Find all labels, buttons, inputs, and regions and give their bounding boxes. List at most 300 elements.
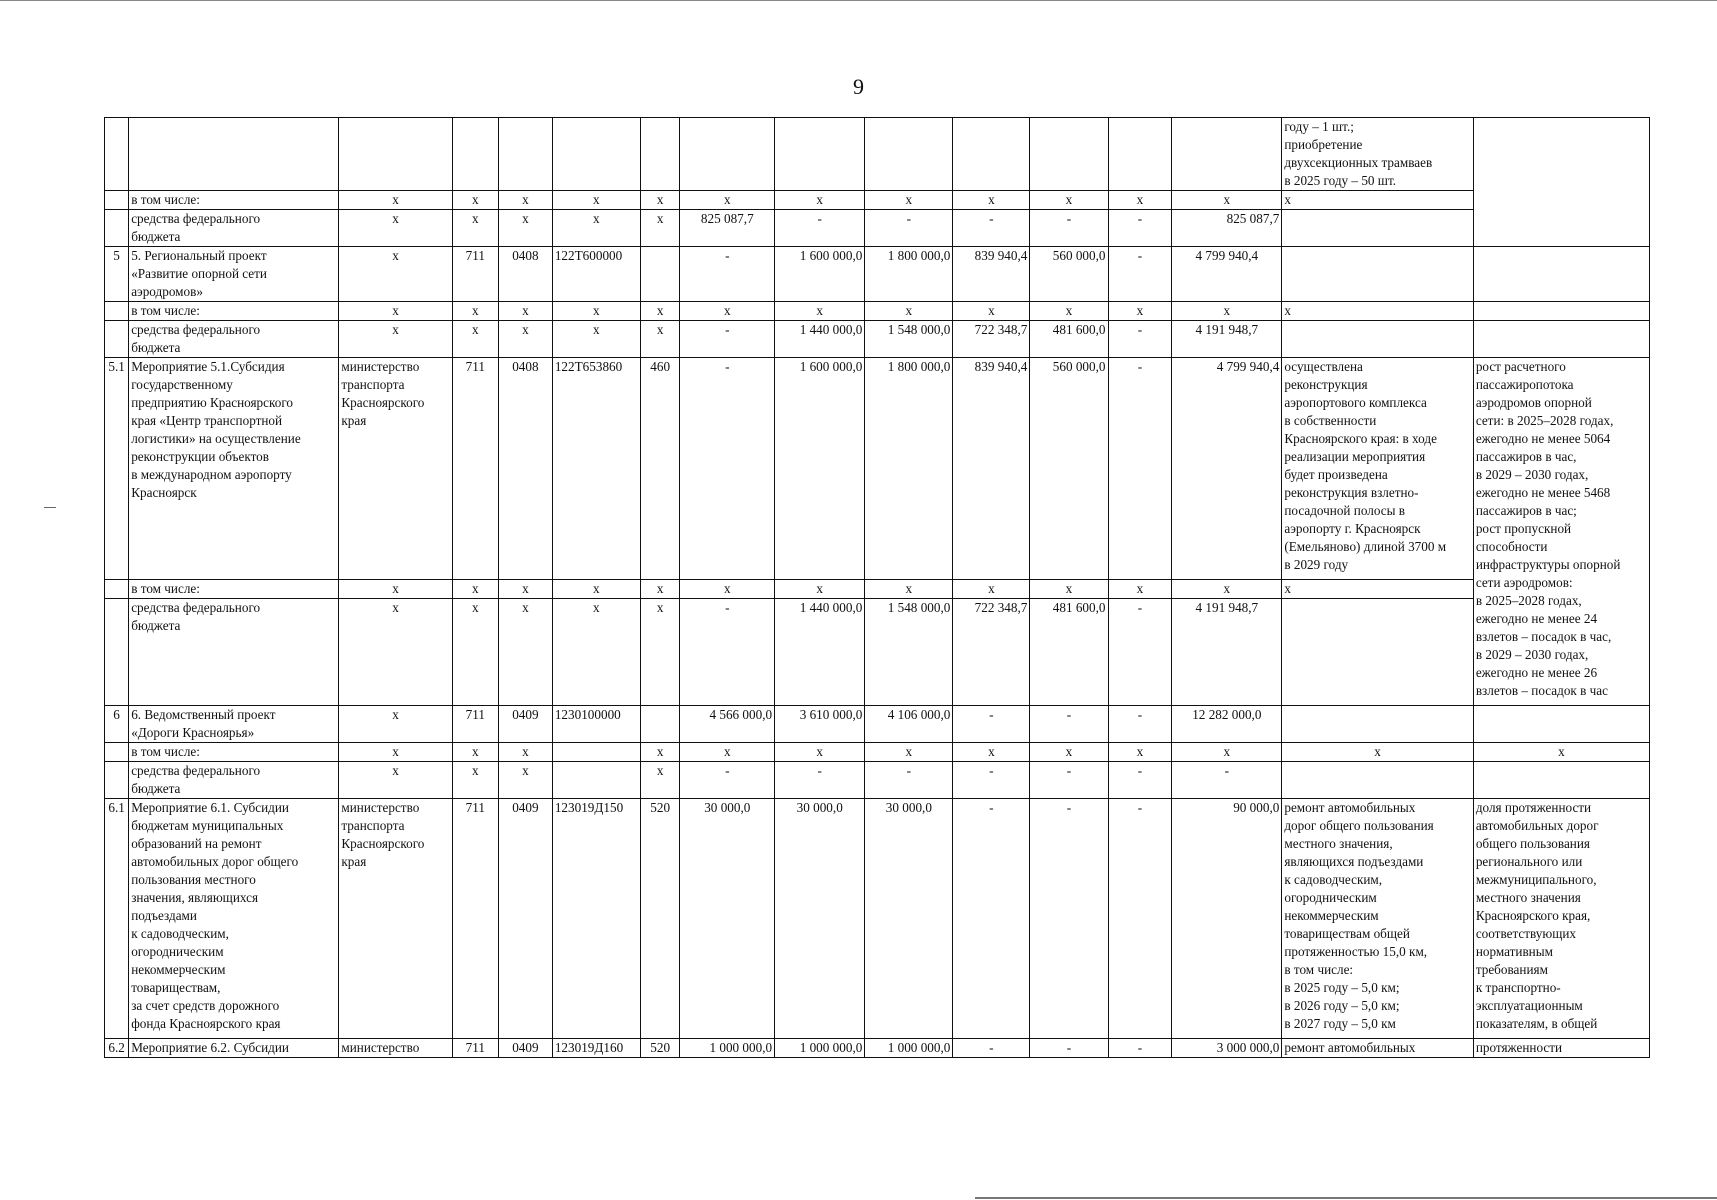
- cell-vr: [640, 706, 680, 743]
- result-line: протяженностью 15,0 км,: [1284, 944, 1428, 959]
- table-row: [105, 599, 1650, 706]
- cell-indicator: [1473, 358, 1649, 706]
- cell-y2027: -: [865, 762, 953, 799]
- name-line: подъездами: [131, 908, 197, 923]
- cell-grbs: x: [452, 191, 498, 210]
- cell-grbs: 711: [452, 247, 498, 302]
- cell-y2025: [680, 118, 775, 191]
- cell-total: 4 799 940,4: [1172, 247, 1282, 302]
- cell-total: x: [1172, 743, 1282, 762]
- table-row: [105, 302, 1650, 321]
- cell-indicator: [1473, 762, 1649, 799]
- cell-result: [1282, 321, 1473, 358]
- cell-vr: x: [640, 580, 680, 599]
- cell-vr: x: [640, 191, 680, 210]
- result-line: ремонт автомобильных: [1284, 800, 1416, 815]
- cell-y2025: x: [680, 743, 775, 762]
- result-line: двухсекционных трамваев: [1284, 155, 1433, 170]
- cell-y2029: x: [1030, 743, 1108, 762]
- cell-no: [105, 321, 129, 358]
- cell-rzpr: 0409: [498, 706, 552, 743]
- result-line: в собственности: [1284, 413, 1377, 428]
- name-line: края «Центр транспортной: [131, 413, 283, 428]
- cell-csr: x: [552, 580, 640, 599]
- name-line: аэродромов»: [131, 284, 203, 299]
- name-line: Мероприятие 5.1.Субсидия: [131, 359, 285, 374]
- cell-name: в том числе:: [129, 191, 339, 210]
- cell-y2028: -: [953, 210, 1030, 247]
- cell-name: [129, 706, 339, 743]
- cell-y2026: x: [775, 302, 865, 321]
- table-row: [105, 743, 1650, 762]
- cell-total: 4 799 940,4: [1172, 358, 1282, 580]
- indicator-line: ежегодно не менее 5468: [1475, 485, 1611, 500]
- cell-grbs: x: [452, 321, 498, 358]
- result-line: будет произведена: [1284, 467, 1388, 482]
- margin-mark: [44, 507, 56, 508]
- cell-y2030: -: [1108, 358, 1172, 580]
- result-line: реконструкция взлетно-: [1284, 485, 1419, 500]
- cell-executor: x: [339, 191, 452, 210]
- cell-csr: [552, 118, 640, 191]
- cell-y2028: x: [953, 191, 1030, 210]
- budget-table: [104, 117, 1650, 1058]
- cell-y2029: x: [1030, 580, 1108, 599]
- table-row: [105, 1039, 1650, 1058]
- cell-executor: x: [339, 599, 452, 706]
- cell-no: 5.1: [105, 358, 129, 580]
- result-line: аэропорту г. Красноярск: [1284, 521, 1421, 536]
- name-line: бюджета: [131, 340, 181, 355]
- cell-total: 4 191 948,7: [1172, 321, 1282, 358]
- cell-result: [1282, 706, 1473, 743]
- name-line: фонда Красноярского края: [131, 1016, 281, 1031]
- indicator-line: взлетов – посадок в час,: [1475, 629, 1612, 644]
- cell-result: x: [1282, 302, 1473, 321]
- cell-rzpr: 0409: [498, 1039, 552, 1058]
- cell-y2030: x: [1108, 302, 1172, 321]
- cell-grbs: x: [452, 580, 498, 599]
- cell-executor: x: [339, 302, 452, 321]
- cell-executor: x: [339, 743, 452, 762]
- cell-result: ремонт автомобильных: [1282, 1039, 1473, 1058]
- cell-indicator: [1473, 118, 1649, 247]
- cell-rzpr: 0408: [498, 358, 552, 580]
- cell-total: 825 087,7: [1172, 210, 1282, 247]
- cell-indicator: [1473, 247, 1649, 302]
- table-row: [105, 247, 1650, 302]
- cell-total: 12 282 000,0: [1172, 706, 1282, 743]
- name-line: к садоводческим,: [131, 926, 229, 941]
- cell-y2025: 30 000,0: [680, 799, 775, 1039]
- cell-y2027: 1 548 000,0: [865, 599, 953, 706]
- cell-y2028: 839 940,4: [953, 358, 1030, 580]
- cell-grbs: x: [452, 210, 498, 247]
- indicator-line: ежегодно не менее 26: [1475, 665, 1598, 680]
- cell-no: [105, 762, 129, 799]
- cell-vr: x: [640, 302, 680, 321]
- name-line: средства федерального: [131, 322, 261, 337]
- cell-y2028: 839 940,4: [953, 247, 1030, 302]
- cell-csr: 122Т600000: [552, 247, 640, 302]
- cell-name: [129, 118, 339, 191]
- executor-line: Красноярского: [341, 395, 425, 410]
- result-line: реконструкция: [1284, 377, 1368, 392]
- name-line: бюджета: [131, 781, 181, 796]
- table-row: [105, 706, 1650, 743]
- cell-result: [1282, 762, 1473, 799]
- cell-y2026: -: [775, 210, 865, 247]
- cell-y2027: 1 800 000,0: [865, 247, 953, 302]
- result-line: в 2027 году – 5,0 км: [1284, 1016, 1396, 1031]
- cell-vr: x: [640, 321, 680, 358]
- cell-executor: [339, 358, 452, 580]
- result-line: в том числе:: [1284, 962, 1354, 977]
- name-line: образований на ремонт: [131, 836, 262, 851]
- cell-csr: 123019Д160: [552, 1039, 640, 1058]
- cell-y2025: x: [680, 191, 775, 210]
- cell-no: [105, 118, 129, 191]
- result-line: в 2025 году – 5,0 км;: [1284, 980, 1400, 995]
- indicator-line: инфраструктуры опорной: [1475, 557, 1621, 572]
- cell-total: x: [1172, 302, 1282, 321]
- indicator-line: пассажиров в час;: [1475, 503, 1577, 518]
- executor-line: края: [341, 413, 367, 428]
- name-line: бюджета: [131, 229, 181, 244]
- cell-y2027: [865, 118, 953, 191]
- cell-y2026: 1 600 000,0: [775, 247, 865, 302]
- cell-y2028: x: [953, 743, 1030, 762]
- indicator-line: показателям, в общей: [1475, 1016, 1598, 1031]
- cell-y2029: 560 000,0: [1030, 247, 1108, 302]
- cell-y2030: -: [1108, 210, 1172, 247]
- cell-name: Мероприятие 6.2. Субсидии: [129, 1039, 339, 1058]
- cell-grbs: 711: [452, 706, 498, 743]
- name-line: автомобильных дорог общего: [131, 854, 299, 869]
- cell-y2027: -: [865, 210, 953, 247]
- cell-rzpr: x: [498, 762, 552, 799]
- cell-result: [1282, 358, 1473, 580]
- result-line: посадочной полосы в: [1284, 503, 1406, 518]
- cell-name: в том числе:: [129, 743, 339, 762]
- cell-y2027: 1 000 000,0: [865, 1039, 953, 1058]
- cell-executor: x: [339, 247, 452, 302]
- cell-y2030: -: [1108, 799, 1172, 1039]
- cell-rzpr: x: [498, 321, 552, 358]
- cell-y2030: -: [1108, 599, 1172, 706]
- scan-bottom-edge: [975, 1197, 1717, 1199]
- cell-y2027: x: [865, 743, 953, 762]
- name-line: огородническим: [131, 944, 224, 959]
- cell-y2026: [775, 118, 865, 191]
- cell-vr: 520: [640, 799, 680, 1039]
- cell-name: [129, 358, 339, 580]
- cell-vr: x: [640, 743, 680, 762]
- indicator-line: доля протяженности: [1475, 800, 1592, 815]
- cell-y2027: 1 548 000,0: [865, 321, 953, 358]
- executor-line: министерство: [341, 800, 420, 815]
- result-line: осуществлена: [1284, 359, 1363, 374]
- cell-name: [129, 599, 339, 706]
- cell-result: [1282, 210, 1473, 247]
- name-line: за счет средств дорожного: [131, 998, 280, 1013]
- name-line: пользования местного: [131, 872, 256, 887]
- indicator-line: автомобильных дорог: [1475, 818, 1599, 833]
- cell-grbs: 711: [452, 1039, 498, 1058]
- cell-y2026: x: [775, 743, 865, 762]
- table-row: [105, 210, 1650, 247]
- executor-line: министерство: [341, 359, 420, 374]
- cell-y2028: -: [953, 706, 1030, 743]
- result-line: товариществам общей: [1284, 926, 1410, 941]
- cell-y2026: 1 000 000,0: [775, 1039, 865, 1058]
- cell-indicator: [1473, 706, 1649, 743]
- cell-executor: x: [339, 210, 452, 247]
- name-line: средства федерального: [131, 600, 261, 615]
- cell-result: x: [1282, 580, 1473, 599]
- cell-y2027: x: [865, 191, 953, 210]
- indicator-line: способности: [1475, 539, 1548, 554]
- cell-grbs: x: [452, 302, 498, 321]
- result-line: (Емельяново) длиной 3700 м: [1284, 539, 1447, 554]
- cell-y2029: 481 600,0: [1030, 599, 1108, 706]
- cell-csr: [552, 762, 640, 799]
- indicator-line: межмуниципального,: [1475, 872, 1597, 887]
- cell-executor: x: [339, 580, 452, 599]
- cell-no: 6.2: [105, 1039, 129, 1058]
- indicator-line: пассажиров в час,: [1475, 449, 1577, 464]
- indicator-line: нормативным: [1475, 944, 1553, 959]
- cell-result: [1282, 118, 1473, 191]
- cell-name: [129, 799, 339, 1039]
- cell-rzpr: 0408: [498, 247, 552, 302]
- executor-line: Красноярского: [341, 836, 425, 851]
- indicator-line: сети аэродромов:: [1475, 575, 1573, 590]
- name-line: значения, являющихся: [131, 890, 259, 905]
- indicator-line: общего пользования: [1475, 836, 1590, 851]
- cell-y2029: x: [1030, 302, 1108, 321]
- name-line: товариществам,: [131, 980, 221, 995]
- table-row: [105, 762, 1650, 799]
- result-line: в 2026 году – 5,0 км;: [1284, 998, 1400, 1013]
- cell-grbs: x: [452, 762, 498, 799]
- cell-result: x: [1282, 743, 1473, 762]
- cell-y2027: x: [865, 580, 953, 599]
- name-line: бюджетам муниципальных: [131, 818, 284, 833]
- name-line: 6. Ведомственный проект: [131, 707, 276, 722]
- cell-no: [105, 580, 129, 599]
- cell-indicator: x: [1473, 743, 1649, 762]
- cell-y2030: -: [1108, 762, 1172, 799]
- result-line: огородническим: [1284, 890, 1377, 905]
- cell-grbs: 711: [452, 799, 498, 1039]
- cell-result: [1282, 599, 1473, 706]
- name-line: Красноярск: [131, 485, 197, 500]
- cell-executor: x: [339, 706, 452, 743]
- cell-vr: x: [640, 599, 680, 706]
- cell-executor: [339, 799, 452, 1039]
- cell-csr: x: [552, 321, 640, 358]
- cell-y2030: x: [1108, 743, 1172, 762]
- cell-rzpr: x: [498, 302, 552, 321]
- cell-name: [129, 247, 339, 302]
- cell-grbs: x: [452, 743, 498, 762]
- cell-y2025: -: [680, 599, 775, 706]
- cell-total: x: [1172, 580, 1282, 599]
- cell-result: x: [1282, 191, 1473, 210]
- cell-y2028: x: [953, 580, 1030, 599]
- table-row: [105, 358, 1650, 580]
- cell-y2026: 3 610 000,0: [775, 706, 865, 743]
- cell-y2026: 1 440 000,0: [775, 321, 865, 358]
- cell-vr: 520: [640, 1039, 680, 1058]
- indicator-line: регионального или: [1475, 854, 1583, 869]
- indicator-line: в 2029 – 2030 годах,: [1475, 467, 1589, 482]
- cell-y2030: x: [1108, 580, 1172, 599]
- scan-top-edge: [0, 0, 1717, 1]
- cell-no: 6.1: [105, 799, 129, 1039]
- name-line: бюджета: [131, 618, 181, 633]
- table-row: [105, 118, 1650, 191]
- cell-csr: x: [552, 302, 640, 321]
- cell-y2029: -: [1030, 210, 1108, 247]
- cell-y2027: x: [865, 302, 953, 321]
- cell-y2027: 4 106 000,0: [865, 706, 953, 743]
- indicator-line: соответствующих: [1475, 926, 1577, 941]
- page-number: 9: [853, 74, 864, 99]
- name-line: логистики» на осуществление: [131, 431, 301, 446]
- cell-csr: x: [552, 599, 640, 706]
- cell-name: в том числе:: [129, 580, 339, 599]
- cell-no: 6: [105, 706, 129, 743]
- cell-rzpr: x: [498, 580, 552, 599]
- cell-y2028: -: [953, 799, 1030, 1039]
- cell-y2025: x: [680, 302, 775, 321]
- result-line: к садоводческим,: [1284, 872, 1383, 887]
- cell-y2028: 722 348,7: [953, 599, 1030, 706]
- cell-no: [105, 599, 129, 706]
- name-line: Мероприятие 6.1. Субсидии: [131, 800, 289, 815]
- result-line: в 2025 году – 50 шт.: [1284, 173, 1397, 188]
- name-line: в международном аэропорту: [131, 467, 292, 482]
- name-line: предприятию Красноярского: [131, 395, 293, 410]
- cell-csr: 123019Д150: [552, 799, 640, 1039]
- indicator-line: в 2025–2028 годах,: [1475, 593, 1582, 608]
- cell-indicator: [1473, 799, 1649, 1039]
- cell-rzpr: x: [498, 599, 552, 706]
- cell-vr: x: [640, 762, 680, 799]
- cell-y2025: -: [680, 762, 775, 799]
- cell-rzpr: [498, 118, 552, 191]
- cell-y2027: 30 000,0: [865, 799, 953, 1039]
- indicator-line: Красноярского края,: [1475, 908, 1591, 923]
- result-line: Красноярского края: в ходе: [1284, 431, 1437, 446]
- cell-total: -: [1172, 762, 1282, 799]
- result-line: году – 1 шт.;: [1284, 119, 1354, 134]
- cell-y2028: -: [953, 1039, 1030, 1058]
- result-line: местного значения,: [1284, 836, 1393, 851]
- indicator-line: требованиям: [1475, 962, 1548, 977]
- cell-y2028: -: [953, 762, 1030, 799]
- table-row: [105, 321, 1650, 358]
- indicator-line: местного значения: [1475, 890, 1581, 905]
- cell-y2026: x: [775, 191, 865, 210]
- table-row: [105, 580, 1650, 599]
- result-line: являющихся подъездами: [1284, 854, 1424, 869]
- name-line: некоммерческим: [131, 962, 226, 977]
- cell-y2028: [953, 118, 1030, 191]
- indicator-line: ежегодно не менее 5064: [1475, 431, 1611, 446]
- name-line: реконструкции объектов: [131, 449, 269, 464]
- cell-total: 90 000,0: [1172, 799, 1282, 1039]
- cell-grbs: x: [452, 599, 498, 706]
- cell-rzpr: x: [498, 191, 552, 210]
- cell-y2028: x: [953, 302, 1030, 321]
- cell-no: [105, 191, 129, 210]
- cell-csr: x: [552, 210, 640, 247]
- name-line: средства федерального: [131, 211, 261, 226]
- cell-y2026: 1 440 000,0: [775, 599, 865, 706]
- cell-y2029: -: [1030, 762, 1108, 799]
- cell-grbs: [452, 118, 498, 191]
- cell-y2030: -: [1108, 1039, 1172, 1058]
- cell-name: в том числе:: [129, 302, 339, 321]
- cell-csr: 1230100000: [552, 706, 640, 743]
- cell-y2025: -: [680, 247, 775, 302]
- name-line: средства федерального: [131, 763, 261, 778]
- executor-line: транспорта: [341, 377, 405, 392]
- cell-y2026: 1 600 000,0: [775, 358, 865, 580]
- cell-total: 4 191 948,7: [1172, 599, 1282, 706]
- cell-indicator: протяженности: [1473, 1039, 1649, 1058]
- cell-executor: министерство: [339, 1039, 452, 1058]
- cell-no: [105, 743, 129, 762]
- table-row: [105, 799, 1650, 1039]
- cell-name: [129, 321, 339, 358]
- indicator-line: рост расчетного: [1475, 359, 1566, 374]
- cell-result: [1282, 799, 1473, 1039]
- result-line: приобретение: [1284, 137, 1363, 152]
- cell-vr: 460: [640, 358, 680, 580]
- cell-no: 5: [105, 247, 129, 302]
- cell-vr: [640, 118, 680, 191]
- cell-y2029: -: [1030, 799, 1108, 1039]
- cell-y2026: 30 000,0: [775, 799, 865, 1039]
- cell-y2029: 560 000,0: [1030, 358, 1108, 580]
- name-line: 5. Региональный проект: [131, 248, 267, 263]
- cell-y2025: -: [680, 321, 775, 358]
- cell-y2029: -: [1030, 706, 1108, 743]
- cell-y2029: -: [1030, 1039, 1108, 1058]
- cell-y2029: [1030, 118, 1108, 191]
- cell-y2025: 4 566 000,0: [680, 706, 775, 743]
- indicator-line: пассажиропотока: [1475, 377, 1574, 392]
- cell-indicator: [1473, 302, 1649, 321]
- name-line: «Дороги Красноярья»: [131, 725, 255, 740]
- cell-y2030: x: [1108, 191, 1172, 210]
- cell-name: [129, 762, 339, 799]
- cell-y2030: -: [1108, 321, 1172, 358]
- result-line: дорог общего пользования: [1284, 818, 1434, 833]
- indicator-line: аэродромов опорной: [1475, 395, 1592, 410]
- result-line: аэропортового комплекса: [1284, 395, 1427, 410]
- indicator-line: к транспортно-: [1475, 980, 1561, 995]
- cell-rzpr: 0409: [498, 799, 552, 1039]
- cell-executor: [339, 118, 452, 191]
- cell-total: 3 000 000,0: [1172, 1039, 1282, 1058]
- result-line: некоммерческим: [1284, 908, 1379, 923]
- cell-result: [1282, 247, 1473, 302]
